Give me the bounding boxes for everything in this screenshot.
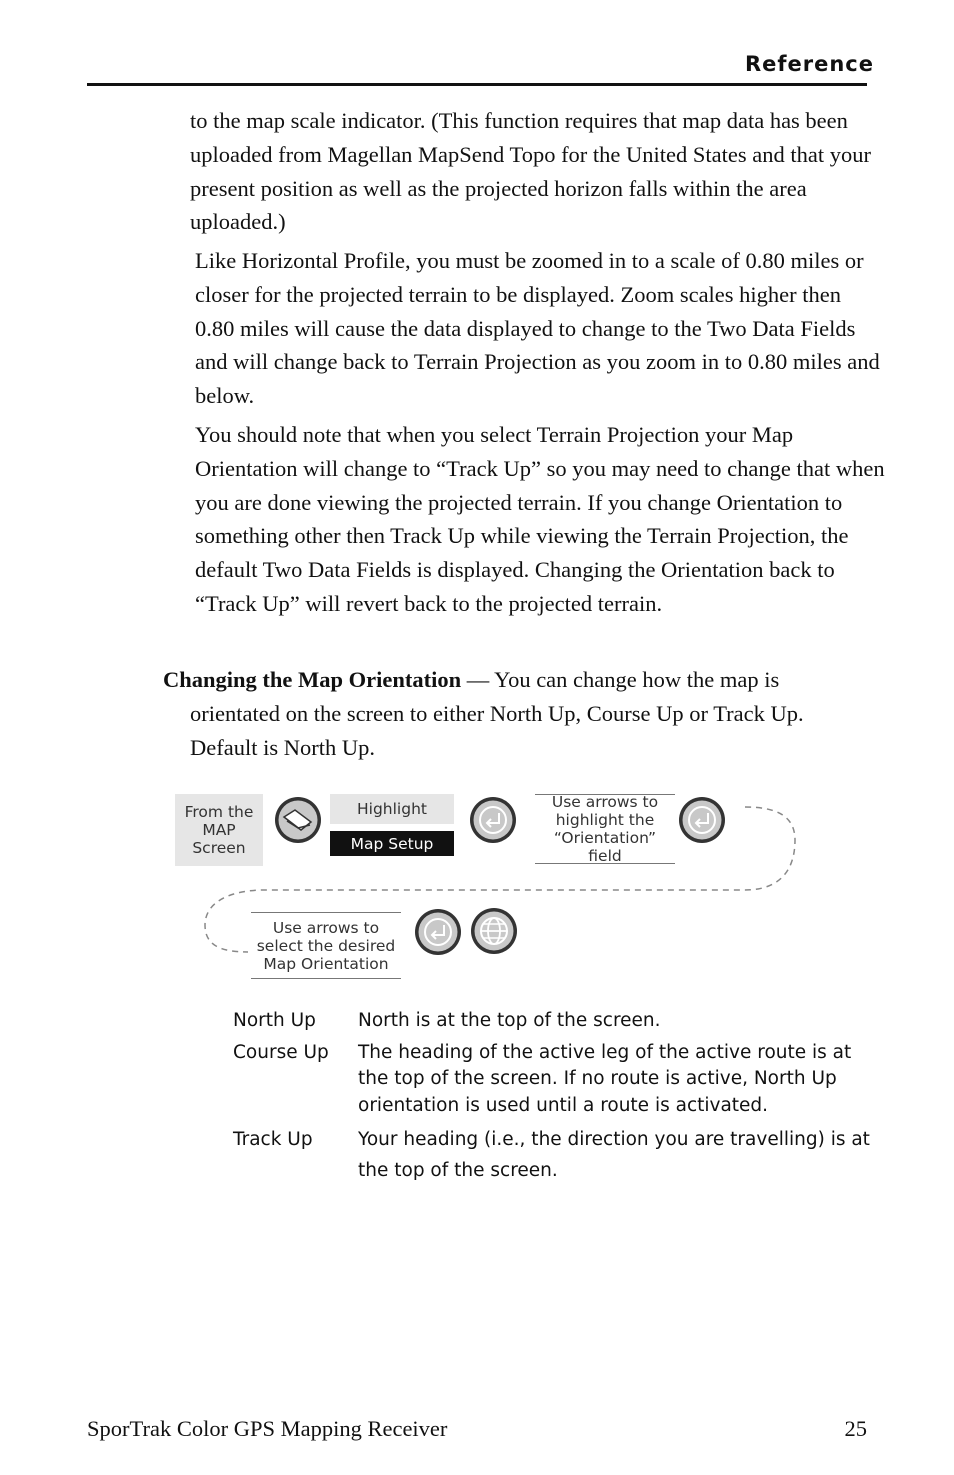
definition-description: The heading of the active leg of the active route is at the top of the screen. If no route is active, North Up orientation is used until a route is activated.: [358, 1041, 852, 1116]
paragraph-map-data-requirement: to the map scale indicator. (This function requires that map data has been uploaded from Magellan MapSend Topo for the United States and that your present position as well as the projected horizon falls within the area uploaded.): [190, 108, 871, 235]
definition-course-up: [233, 1040, 873, 1120]
footer-product-name: SporTrak Color GPS Mapping Receiver: [87, 1416, 448, 1441]
menu-book-icon: [273, 795, 323, 845]
definition-description: North is at the top of the screen.: [358, 1010, 661, 1031]
definition-track-up: [233, 1124, 873, 1186]
enter-arrow-icon: [677, 795, 727, 845]
highlight-label: Highlight: [330, 794, 454, 824]
from-map-screen-label: From the MAP Screen: [175, 794, 263, 866]
page-number: 25: [844, 1416, 867, 1441]
definition-north-up: [233, 1008, 873, 1035]
paragraph-terrain-orientation: You should note that when you select Terrain Projection your Map Orientation will change to “Track Up” so you may need to change that when you are done viewing the projected terrain. If you change Orientation to something other then Track Up while viewing the Terrain Projection, the default Two Data Fields is displayed. Changing the Orientation back to “Track Up” will revert back to the projected terrain.: [195, 422, 885, 616]
highlight-orientation-step-label: Use arrows to highlight the “Orientation” field: [535, 794, 675, 864]
definition-term: Course Up: [233, 1041, 329, 1063]
section-body: orientated on the screen to either North Up, Course Up or Track Up. Default is North Up.: [190, 700, 804, 760]
definition-term: Track Up: [233, 1129, 313, 1150]
select-orientation-step-label: Use arrows to select the desired Map Orientation: [251, 912, 401, 979]
enter-arrow-icon: [413, 907, 463, 957]
definition-description: Your heading (i.e., the direction you are travelling) is at the top of the screen.: [358, 1129, 870, 1181]
map-setup-label: Map Setup: [330, 831, 454, 856]
section-intro: — You can change how the map is: [461, 667, 780, 692]
orientation-definitions: [233, 1008, 873, 1186]
section-heading: Changing the Map Orientation: [163, 667, 462, 692]
definition-term: North Up: [233, 1010, 316, 1031]
header-title: Reference: [744, 52, 874, 76]
paragraph-changing-orientation: [163, 663, 863, 764]
paragraph-zoom-scale: Like Horizontal Profile, you must be zoomed in to a scale of 0.80 miles or closer for the projected terrain to be displayed. Zoom scales higher then 0.80 miles will cause the data displayed to change to the Two Data Fields and will change back to Terrain Projection as you zoom in to 0.80 miles and below.: [195, 248, 880, 409]
enter-arrow-icon: [468, 795, 518, 845]
header-rule: [87, 83, 867, 86]
globe-icon: [469, 906, 519, 956]
